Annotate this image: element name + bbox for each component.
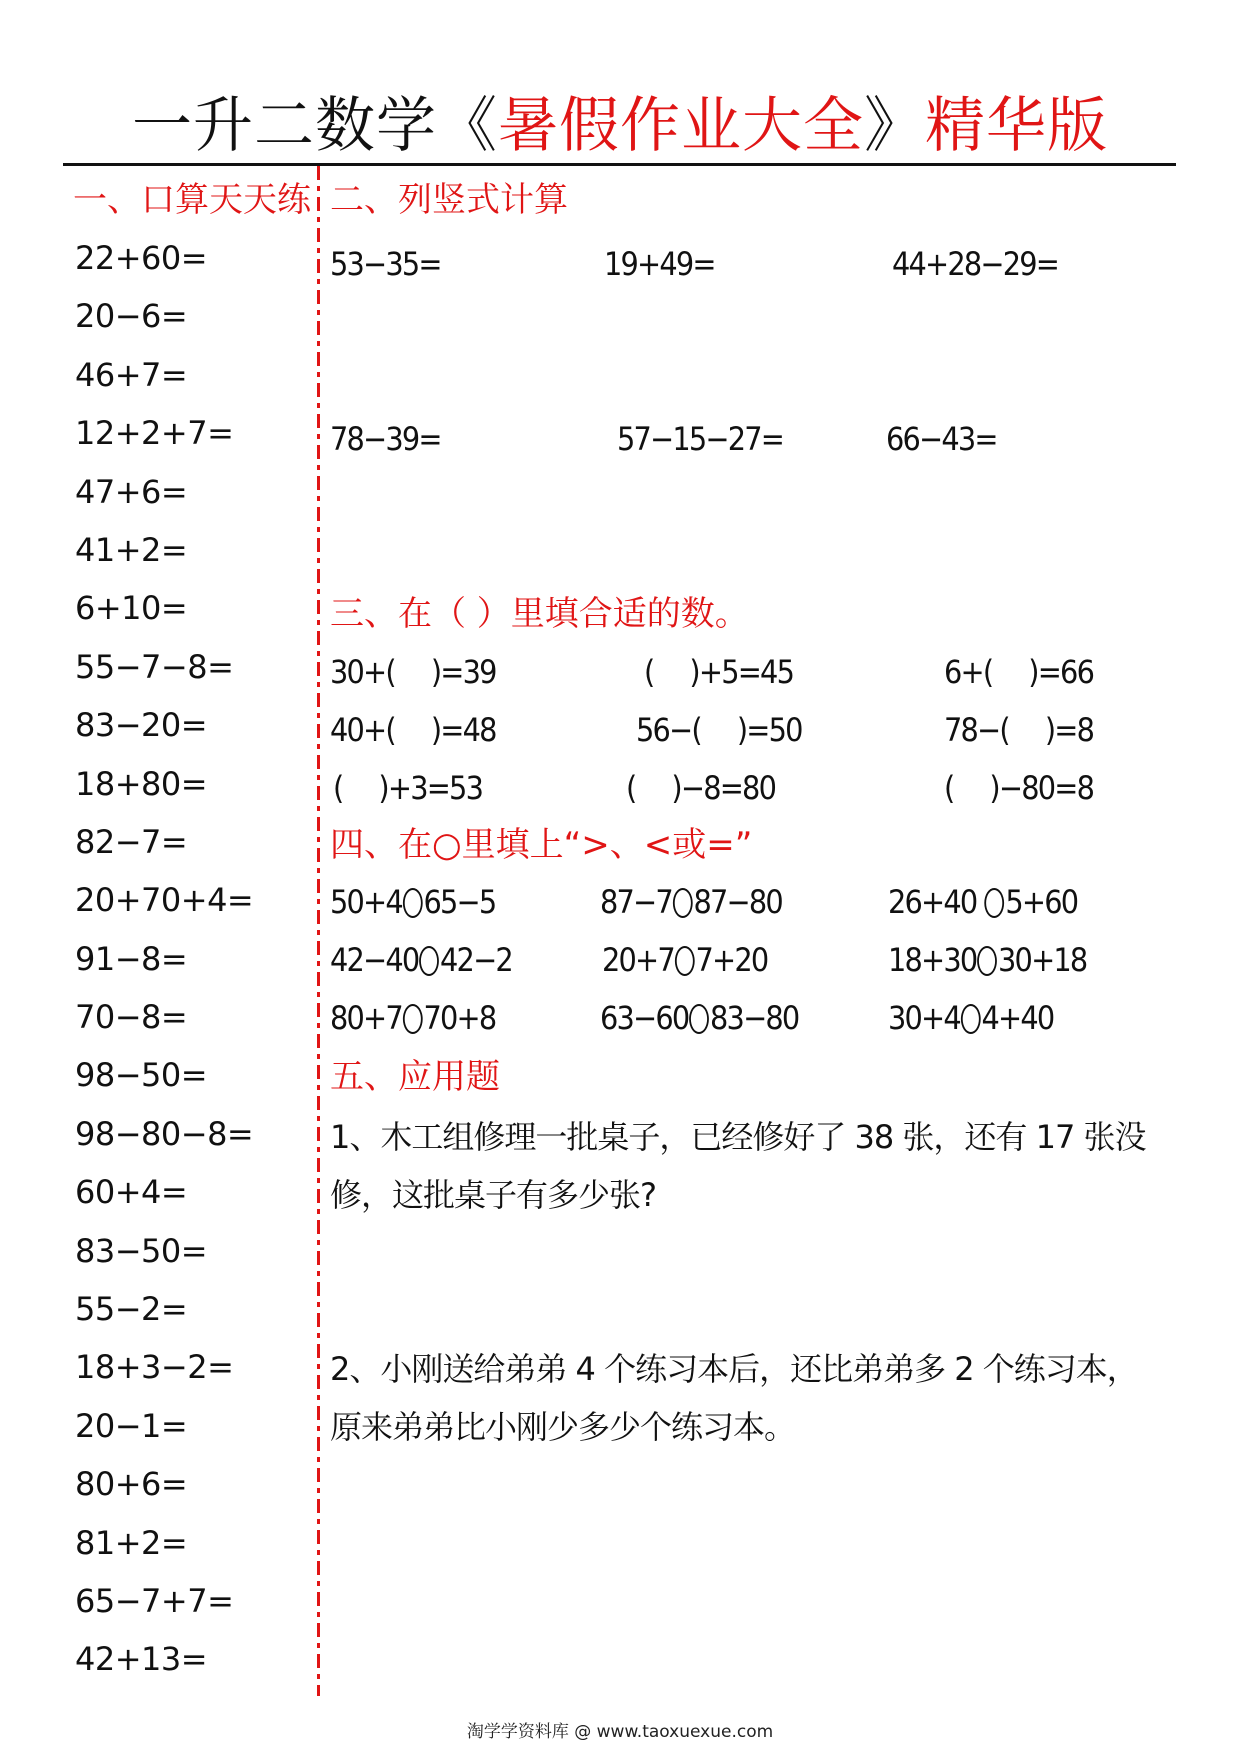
expr-right: )+3=53 bbox=[378, 769, 483, 807]
expr-left: 6+( bbox=[944, 653, 993, 691]
vertical-calc-item: 78−39= bbox=[330, 420, 441, 458]
compare-item bbox=[330, 880, 495, 924]
mental-item: 65−7+7= bbox=[75, 1581, 234, 1620]
compare-circle[interactable] bbox=[675, 946, 695, 976]
mental-item: 12+2+7= bbox=[75, 414, 234, 453]
expr-right: )=48 bbox=[430, 711, 496, 749]
compare-right: 7+20 bbox=[695, 941, 768, 979]
compare-circle[interactable] bbox=[419, 946, 439, 976]
vertical-calc-item: 53−35= bbox=[330, 245, 441, 283]
compare-right: 65−5 bbox=[423, 883, 496, 921]
expr-left: 78−( bbox=[944, 711, 1009, 749]
fill-blank-item bbox=[944, 766, 1093, 810]
compare-circle[interactable] bbox=[985, 888, 1005, 918]
mental-item: 60+4= bbox=[75, 1173, 188, 1212]
mental-item: 98−80−8= bbox=[75, 1114, 254, 1153]
mental-item: 22+60= bbox=[75, 239, 208, 277]
mental-item: 55−2= bbox=[75, 1290, 188, 1329]
expr-left: 40+( bbox=[330, 711, 395, 749]
vertical-calc-item: 57−15−27= bbox=[617, 420, 784, 458]
fill-blank-item bbox=[636, 708, 802, 752]
expr-left: 56−( bbox=[636, 711, 701, 749]
compare-left: 20+7 bbox=[602, 941, 674, 979]
compare-left: 63−60 bbox=[600, 999, 689, 1037]
mental-item: 83−20= bbox=[75, 706, 208, 745]
page-title bbox=[0, 88, 1240, 164]
expr-left: 30+( bbox=[330, 653, 395, 691]
vertical-calc-item: 19+49= bbox=[604, 245, 715, 283]
expr-right: )=8 bbox=[1044, 711, 1094, 749]
mental-arithmetic-list bbox=[75, 236, 253, 1696]
mental-item: 42+13= bbox=[75, 1640, 208, 1679]
compare-right: 87−80 bbox=[693, 883, 782, 921]
expr-left: ( bbox=[944, 769, 954, 807]
section5-heading: 五、应用题 bbox=[330, 1057, 500, 1097]
column-divider bbox=[317, 166, 320, 1696]
compare-item bbox=[330, 996, 495, 1040]
compare-item bbox=[602, 938, 767, 982]
fill-blank-item bbox=[644, 650, 793, 694]
footer-watermark: 淘学学资料库 @ www.taoxuexue.com bbox=[466, 1722, 774, 1742]
compare-circle[interactable] bbox=[977, 946, 997, 976]
compare-item bbox=[330, 938, 512, 982]
expr-right: )−80=8 bbox=[989, 769, 1094, 807]
section2-heading: 二、列竖式计算 bbox=[330, 180, 568, 220]
word-problem-1 bbox=[330, 1108, 1180, 1224]
expr-left: ( bbox=[333, 769, 343, 807]
compare-left: 26+40 bbox=[888, 883, 984, 921]
vertical-calc-item: 66−43= bbox=[886, 420, 997, 458]
fill-blank-item bbox=[333, 766, 482, 810]
problem-line: 2、小刚送给弟弟 4 个练习本后，还比弟弟多 2 个练习本， bbox=[330, 1350, 1138, 1388]
problem-line: 原来弟弟比小刚少多少个练习本。 bbox=[330, 1408, 796, 1446]
mental-item: 80+6= bbox=[75, 1465, 188, 1504]
compare-left: 42−40 bbox=[330, 941, 419, 979]
compare-left: 30+4 bbox=[888, 999, 960, 1037]
compare-circle[interactable] bbox=[689, 1004, 709, 1034]
mental-item: 18+3−2= bbox=[75, 1348, 234, 1387]
expr-left: ( bbox=[626, 769, 636, 807]
title-highlight: 暑假作业大全 bbox=[498, 91, 864, 161]
title-suffix: 精华版 bbox=[925, 91, 1108, 161]
section3-heading: 三、在（ ）里填合适的数。 bbox=[330, 594, 749, 634]
compare-item bbox=[888, 938, 1086, 982]
compare-right: 42−2 bbox=[440, 941, 512, 979]
compare-circle[interactable] bbox=[673, 888, 693, 918]
mental-item: 70−8= bbox=[75, 998, 188, 1037]
mental-item: 91−8= bbox=[75, 939, 188, 978]
compare-item bbox=[888, 880, 1077, 924]
title-underline bbox=[63, 163, 1176, 166]
compare-right: 30+18 bbox=[998, 941, 1087, 979]
mental-item: 98−50= bbox=[75, 1056, 208, 1095]
fill-blank-item bbox=[944, 708, 1093, 752]
fill-blank-item bbox=[944, 650, 1093, 694]
mental-item: 47+6= bbox=[75, 472, 188, 511]
mental-item: 83−50= bbox=[75, 1231, 208, 1270]
mental-item: 41+2= bbox=[75, 530, 188, 569]
expr-right: )=50 bbox=[736, 711, 802, 749]
expr-right: )+5=45 bbox=[689, 653, 794, 691]
compare-right: 83−80 bbox=[710, 999, 799, 1037]
problem-line: 1、木工组修理一批桌子，已经修好了 38 张，还有 17 张没 bbox=[330, 1118, 1146, 1156]
mental-item: 20−1= bbox=[75, 1406, 188, 1445]
compare-left: 80+7 bbox=[330, 999, 402, 1037]
compare-circle[interactable] bbox=[403, 1004, 423, 1034]
compare-item bbox=[600, 996, 798, 1040]
section1-heading: 一、口算天天练 bbox=[73, 180, 311, 220]
mental-item: 81+2= bbox=[75, 1523, 188, 1562]
expr-right: )=39 bbox=[430, 653, 496, 691]
fill-blank-item bbox=[626, 766, 775, 810]
mental-item: 55−7−8= bbox=[75, 647, 234, 686]
compare-right: 5+60 bbox=[1005, 883, 1078, 921]
mental-item: 46+7= bbox=[75, 355, 188, 394]
compare-left: 18+30 bbox=[888, 941, 977, 979]
mental-item: 82−7= bbox=[75, 822, 188, 861]
title-prefix: 一升二数学《 bbox=[132, 91, 498, 161]
fill-blank-item bbox=[330, 708, 496, 752]
compare-left: 87−7 bbox=[600, 883, 672, 921]
expr-right: )−8=80 bbox=[671, 769, 776, 807]
compare-item bbox=[600, 880, 782, 924]
title-close-bracket: 》 bbox=[864, 91, 925, 161]
compare-circle[interactable] bbox=[403, 888, 423, 918]
compare-right: 70+8 bbox=[423, 999, 496, 1037]
mental-item: 18+80= bbox=[75, 764, 208, 803]
fill-blank-item bbox=[330, 650, 496, 694]
word-problem-2 bbox=[330, 1340, 1180, 1456]
mental-item: 20+70+4= bbox=[75, 881, 254, 920]
compare-item bbox=[888, 996, 1053, 1040]
mental-item: 6+10= bbox=[75, 589, 188, 628]
compare-left: 50+4 bbox=[330, 883, 402, 921]
expr-right: )=66 bbox=[1028, 653, 1094, 691]
problem-line: 修，这批桌子有多少张? bbox=[330, 1176, 656, 1214]
section4-heading: 四、在○里填上“>、<或=” bbox=[330, 825, 753, 865]
compare-circle[interactable] bbox=[961, 1004, 981, 1034]
expr-left: ( bbox=[644, 653, 654, 691]
vertical-calc-item: 44+28−29= bbox=[892, 245, 1059, 283]
compare-right: 4+40 bbox=[981, 999, 1054, 1037]
mental-item: 20−6= bbox=[75, 297, 188, 336]
